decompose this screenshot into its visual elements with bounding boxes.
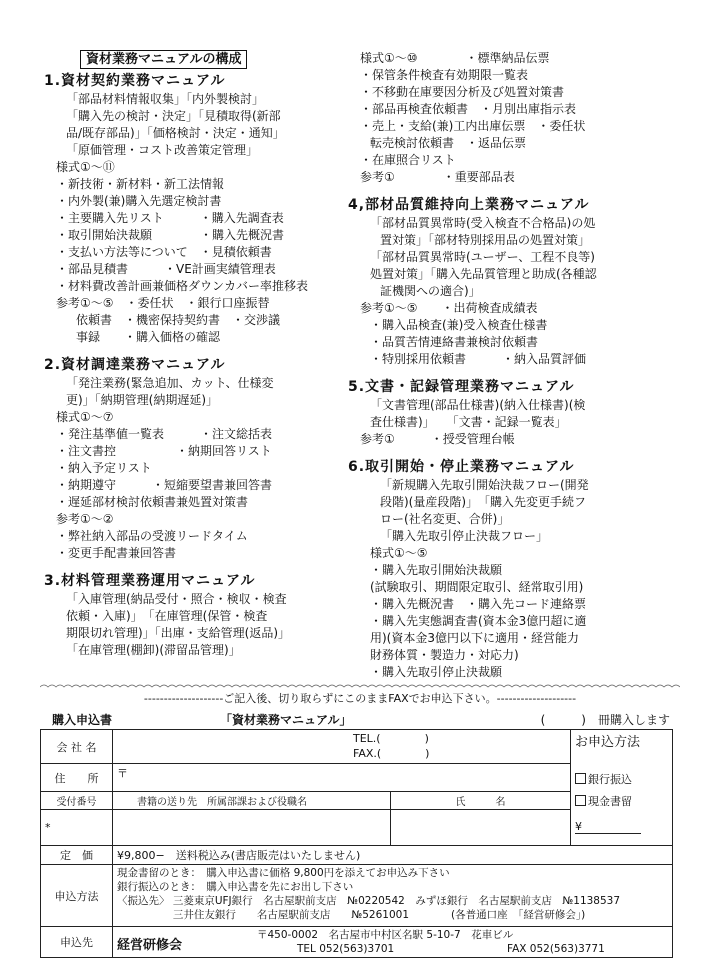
section-line: ・不移動在庫要因分析及び処置対策書 bbox=[360, 85, 565, 99]
address-field[interactable] bbox=[113, 764, 571, 792]
section-line: ・材料費改善計画兼価格ダウンカバー率推移表 bbox=[56, 279, 309, 293]
yen-mark: ¥ bbox=[575, 820, 582, 834]
section-line: 参考① ・授受管理台帳 bbox=[360, 432, 515, 446]
section-line: (試験取引、期間限定取引、経常取引用) bbox=[370, 580, 584, 594]
bank-account-line: 三井住友銀行 名古屋駅前支店 №5261001 (各普通口座 「経営研修会」) bbox=[117, 909, 586, 921]
publisher-tel: TEL 052(563)3701 bbox=[297, 943, 395, 955]
bank-account-line: 〈振込先〉 三菱東京UFJ銀行 名古屋駅前支店 №0220542 みずほ銀行 名古屋駅前支店 №1138537 bbox=[117, 895, 621, 907]
section-line: 品/既存部品)」「価格検討・決定・通知」 bbox=[66, 126, 285, 140]
section-line: ・購入先取引開始決裁願 bbox=[370, 563, 503, 577]
section-line: 「購入先の検討・決定」「見積取得(新部 bbox=[66, 109, 281, 123]
section-line: ロー(社名変更、合併)」 bbox=[380, 512, 510, 526]
manual-section bbox=[348, 195, 672, 368]
section-line: 依頼書 ・機密保持契約書 ・交渉議 bbox=[76, 313, 281, 327]
bank-checkbox[interactable] bbox=[575, 773, 586, 784]
section-line: 更)」「納期管理(納期遅延)」 bbox=[66, 393, 219, 407]
section-line: ・弊社納入部品の受渡リードタイム bbox=[56, 529, 248, 543]
section-line: 参考①〜⑤ ・出荷検査成績表 bbox=[360, 301, 538, 315]
tel-field[interactable]: TEL.( ) bbox=[353, 732, 429, 745]
section-line: ・発注基準値一覧表 ・注文総括表 bbox=[56, 427, 273, 441]
section-line: 財務体質・製造力・対応力) bbox=[370, 648, 519, 662]
section-line: 事録 ・購入価格の確認 bbox=[76, 330, 221, 344]
section-line: 様式①〜⑤ bbox=[370, 546, 428, 560]
section-line: ・購入先概況書 ・購入先コード連絡票 bbox=[370, 597, 587, 611]
price-label: 定 価 bbox=[41, 846, 113, 865]
section-line: 「新規購入先取引開始決裁フロー(開発 bbox=[380, 478, 589, 492]
receipt-star: * bbox=[45, 821, 51, 834]
section-line: 様式①〜⑦ bbox=[56, 410, 114, 424]
section-line: 依頼・入庫)」 「在庫管理(保管・検査 bbox=[66, 609, 268, 623]
address-label: 住 所 bbox=[41, 764, 113, 792]
section-line: ・購入先取引停止決裁願 bbox=[370, 665, 503, 679]
section-heading: 2.資材調達業務マニュアル bbox=[44, 357, 226, 373]
name-label: 氏 名 bbox=[391, 792, 571, 810]
method-line: 銀行振込のとき： 購入申込書を先にお出し下さい bbox=[117, 881, 354, 893]
section-line: 参考①〜⑤ ・委任状 ・銀行口座振替 bbox=[56, 296, 270, 310]
destination-field[interactable] bbox=[113, 810, 391, 846]
destination2-label: 申込先 bbox=[41, 927, 113, 958]
payment-cell-top bbox=[571, 730, 673, 764]
cut-line-wave bbox=[40, 683, 680, 691]
section-line: 様式①〜⑩ ・標準納品伝票 bbox=[360, 51, 550, 65]
cut-instruction: --------------------ご記入後、切り取らずにこのままFAXでお申込下さい。-------------------- bbox=[143, 692, 577, 705]
section-line: ・納入予定リスト bbox=[56, 461, 152, 475]
section-line: 「発注業務(緊急追加、カット、仕様変 bbox=[66, 376, 274, 390]
section-line: 査仕様書)」 「文書・記録一覧表」 bbox=[370, 415, 567, 429]
cash-option-label: 現金書留 bbox=[588, 794, 632, 808]
document-title: 資材業務マニュアルの構成 bbox=[80, 50, 247, 69]
manual-section bbox=[44, 71, 346, 346]
section-line: ・変更手配書兼回答書 bbox=[56, 546, 177, 560]
order-form-header bbox=[52, 711, 670, 729]
section-line: 様式①〜⑪ bbox=[56, 160, 115, 174]
product-name: 「資材業務マニュアル」 bbox=[220, 713, 352, 727]
section-line: 段階)(量産段階)」 「購入先変更手続フ bbox=[380, 495, 587, 509]
bank-option-label: 銀行振込 bbox=[588, 772, 632, 786]
publisher-address: 〒450-0002 名古屋市中村区名駅 5-10-7 花車ビル bbox=[257, 929, 514, 941]
section-line: 「部材品質異常時(ユーザー、工程不良等) bbox=[370, 250, 595, 264]
section-line: ・支払い方法等について ・見積依頼書 bbox=[56, 245, 272, 259]
price-text: ¥9,800− 送料税込み(書店販売はいたしません) bbox=[113, 846, 673, 865]
right-column bbox=[348, 50, 672, 690]
publisher-name: 経営研修会 bbox=[117, 938, 183, 953]
method-label: 申込方法 bbox=[41, 865, 113, 927]
payment-title: お申込方法 bbox=[575, 735, 641, 750]
section-heading: 1.資材契約業務マニュアル bbox=[44, 73, 226, 89]
section-line: ・品質苦情連絡書兼検討依頼書 bbox=[370, 335, 539, 349]
section-line: 処置対策」「購入先品質管理と助成(各種認 bbox=[370, 267, 597, 281]
order-form-title: 購入申込書 bbox=[52, 713, 113, 727]
method-line: 現金書留のとき： 購入申込書に価格 9,800円を添えてお申込み下さい bbox=[117, 867, 450, 879]
section-line: ・部品再検査依頼書 ・月別出庫指示表 bbox=[360, 102, 577, 116]
section-heading: 4,部材品質維持向上業務マニュアル bbox=[348, 197, 590, 213]
section-line: 「購入先取引停止決裁フロー」 bbox=[380, 529, 549, 543]
section-line: 「部材品質異常時(受入検査不合格品)の処 bbox=[370, 216, 596, 230]
left-sections bbox=[44, 71, 346, 659]
manual-section bbox=[360, 50, 672, 186]
bank-option[interactable] bbox=[575, 765, 668, 787]
section-line: 転売検討依頼書 ・返品伝票 bbox=[370, 136, 527, 150]
section-line: ・遅延部材検討依頼書兼処置対策書 bbox=[56, 495, 249, 509]
right-sections bbox=[348, 50, 672, 681]
publisher-info bbox=[113, 927, 673, 958]
section-line: 「原価管理・コスト改善策定管理」 bbox=[66, 143, 259, 157]
section-line: 期限切れ管理)」「出庫・支給管理(返品)」 bbox=[66, 626, 291, 640]
receipt-field bbox=[41, 810, 113, 846]
manual-section bbox=[44, 571, 346, 659]
company-field[interactable] bbox=[113, 730, 571, 764]
section-line: ・内外製(兼)購入先選定検討書 bbox=[56, 194, 222, 208]
section-line: ・購入品検査(兼)受入検査仕様書 bbox=[370, 318, 548, 332]
section-line: ・特別採用依頼書 ・納入品質評価 bbox=[370, 352, 587, 366]
company-label: 会 社 名 bbox=[41, 730, 113, 764]
cash-option[interactable] bbox=[575, 793, 668, 809]
section-line: ・新技術・新材料・新工法情報 bbox=[56, 177, 225, 191]
name-field[interactable] bbox=[391, 810, 571, 846]
amount-field[interactable] bbox=[571, 810, 673, 846]
section-line: 参考① ・重要部品表 bbox=[360, 170, 515, 184]
postal-mark: 〒 bbox=[117, 767, 128, 780]
manual-section bbox=[44, 355, 346, 562]
section-line: ・注文書控 ・納期回答リスト bbox=[56, 444, 272, 458]
manual-section bbox=[348, 457, 672, 681]
section-line: ・購入先実態調査書(資本金3億円超に適 bbox=[370, 614, 587, 628]
payment-options bbox=[571, 764, 673, 792]
section-line: ・取引開始決裁願 ・購入先概況書 bbox=[56, 228, 285, 242]
fax-field[interactable]: FAX.( ) bbox=[353, 747, 430, 760]
section-heading: 5.文書・記録管理業務マニュアル bbox=[348, 379, 575, 395]
section-line: 「入庫管理(納品受付・照合・検収・検査 bbox=[66, 592, 287, 606]
cash-option-cell bbox=[571, 792, 673, 810]
section-line: ・部品見積書 ・VE計画実績管理表 bbox=[56, 262, 276, 276]
destination-label: 書籍の送り先 所属部課および役職名 bbox=[113, 792, 391, 810]
section-heading: 6.取引開始・停止業務マニュアル bbox=[348, 459, 575, 475]
section-line: 「在庫管理(棚卸)(滞留品管理)」 bbox=[66, 643, 241, 657]
section-line: 置対策」「部材特別採用品の処置対策」 bbox=[380, 233, 591, 247]
receipt-label: 受付番号 bbox=[41, 792, 113, 810]
section-line: ・主要購入先リスト ・購入先調査表 bbox=[56, 211, 284, 225]
section-line: ・在庫照合リスト bbox=[360, 153, 456, 167]
section-line: 「文書管理(部品仕様書)(納入仕様書)(検 bbox=[370, 398, 586, 412]
section-line: 「部品材料情報収集」「内外製検討」 bbox=[66, 92, 265, 106]
section-line: ・納期遵守 ・短縮要望書兼回答書 bbox=[56, 478, 273, 492]
left-column bbox=[44, 50, 346, 668]
section-line: 証機関への適合)」 bbox=[380, 284, 481, 298]
section-line: 参考①〜② bbox=[56, 512, 114, 526]
order-form-table bbox=[40, 729, 673, 958]
section-line: 用)(資本金3億円以下に適用・経営能力 bbox=[370, 631, 579, 645]
section-line: ・保管条件検査有効期限一覧表 bbox=[360, 68, 529, 82]
section-line: ・売上・支給(兼)工内出庫伝票 ・委任状 bbox=[360, 119, 586, 133]
manual-section bbox=[348, 377, 672, 448]
quantity-field[interactable]: ( ) 冊購入します bbox=[540, 713, 670, 727]
section-heading: 3.材料管理業務運用マニュアル bbox=[44, 573, 256, 589]
method-details bbox=[113, 865, 673, 927]
publisher-fax: FAX 052(563)3771 bbox=[507, 943, 605, 955]
cash-checkbox[interactable] bbox=[575, 795, 586, 806]
